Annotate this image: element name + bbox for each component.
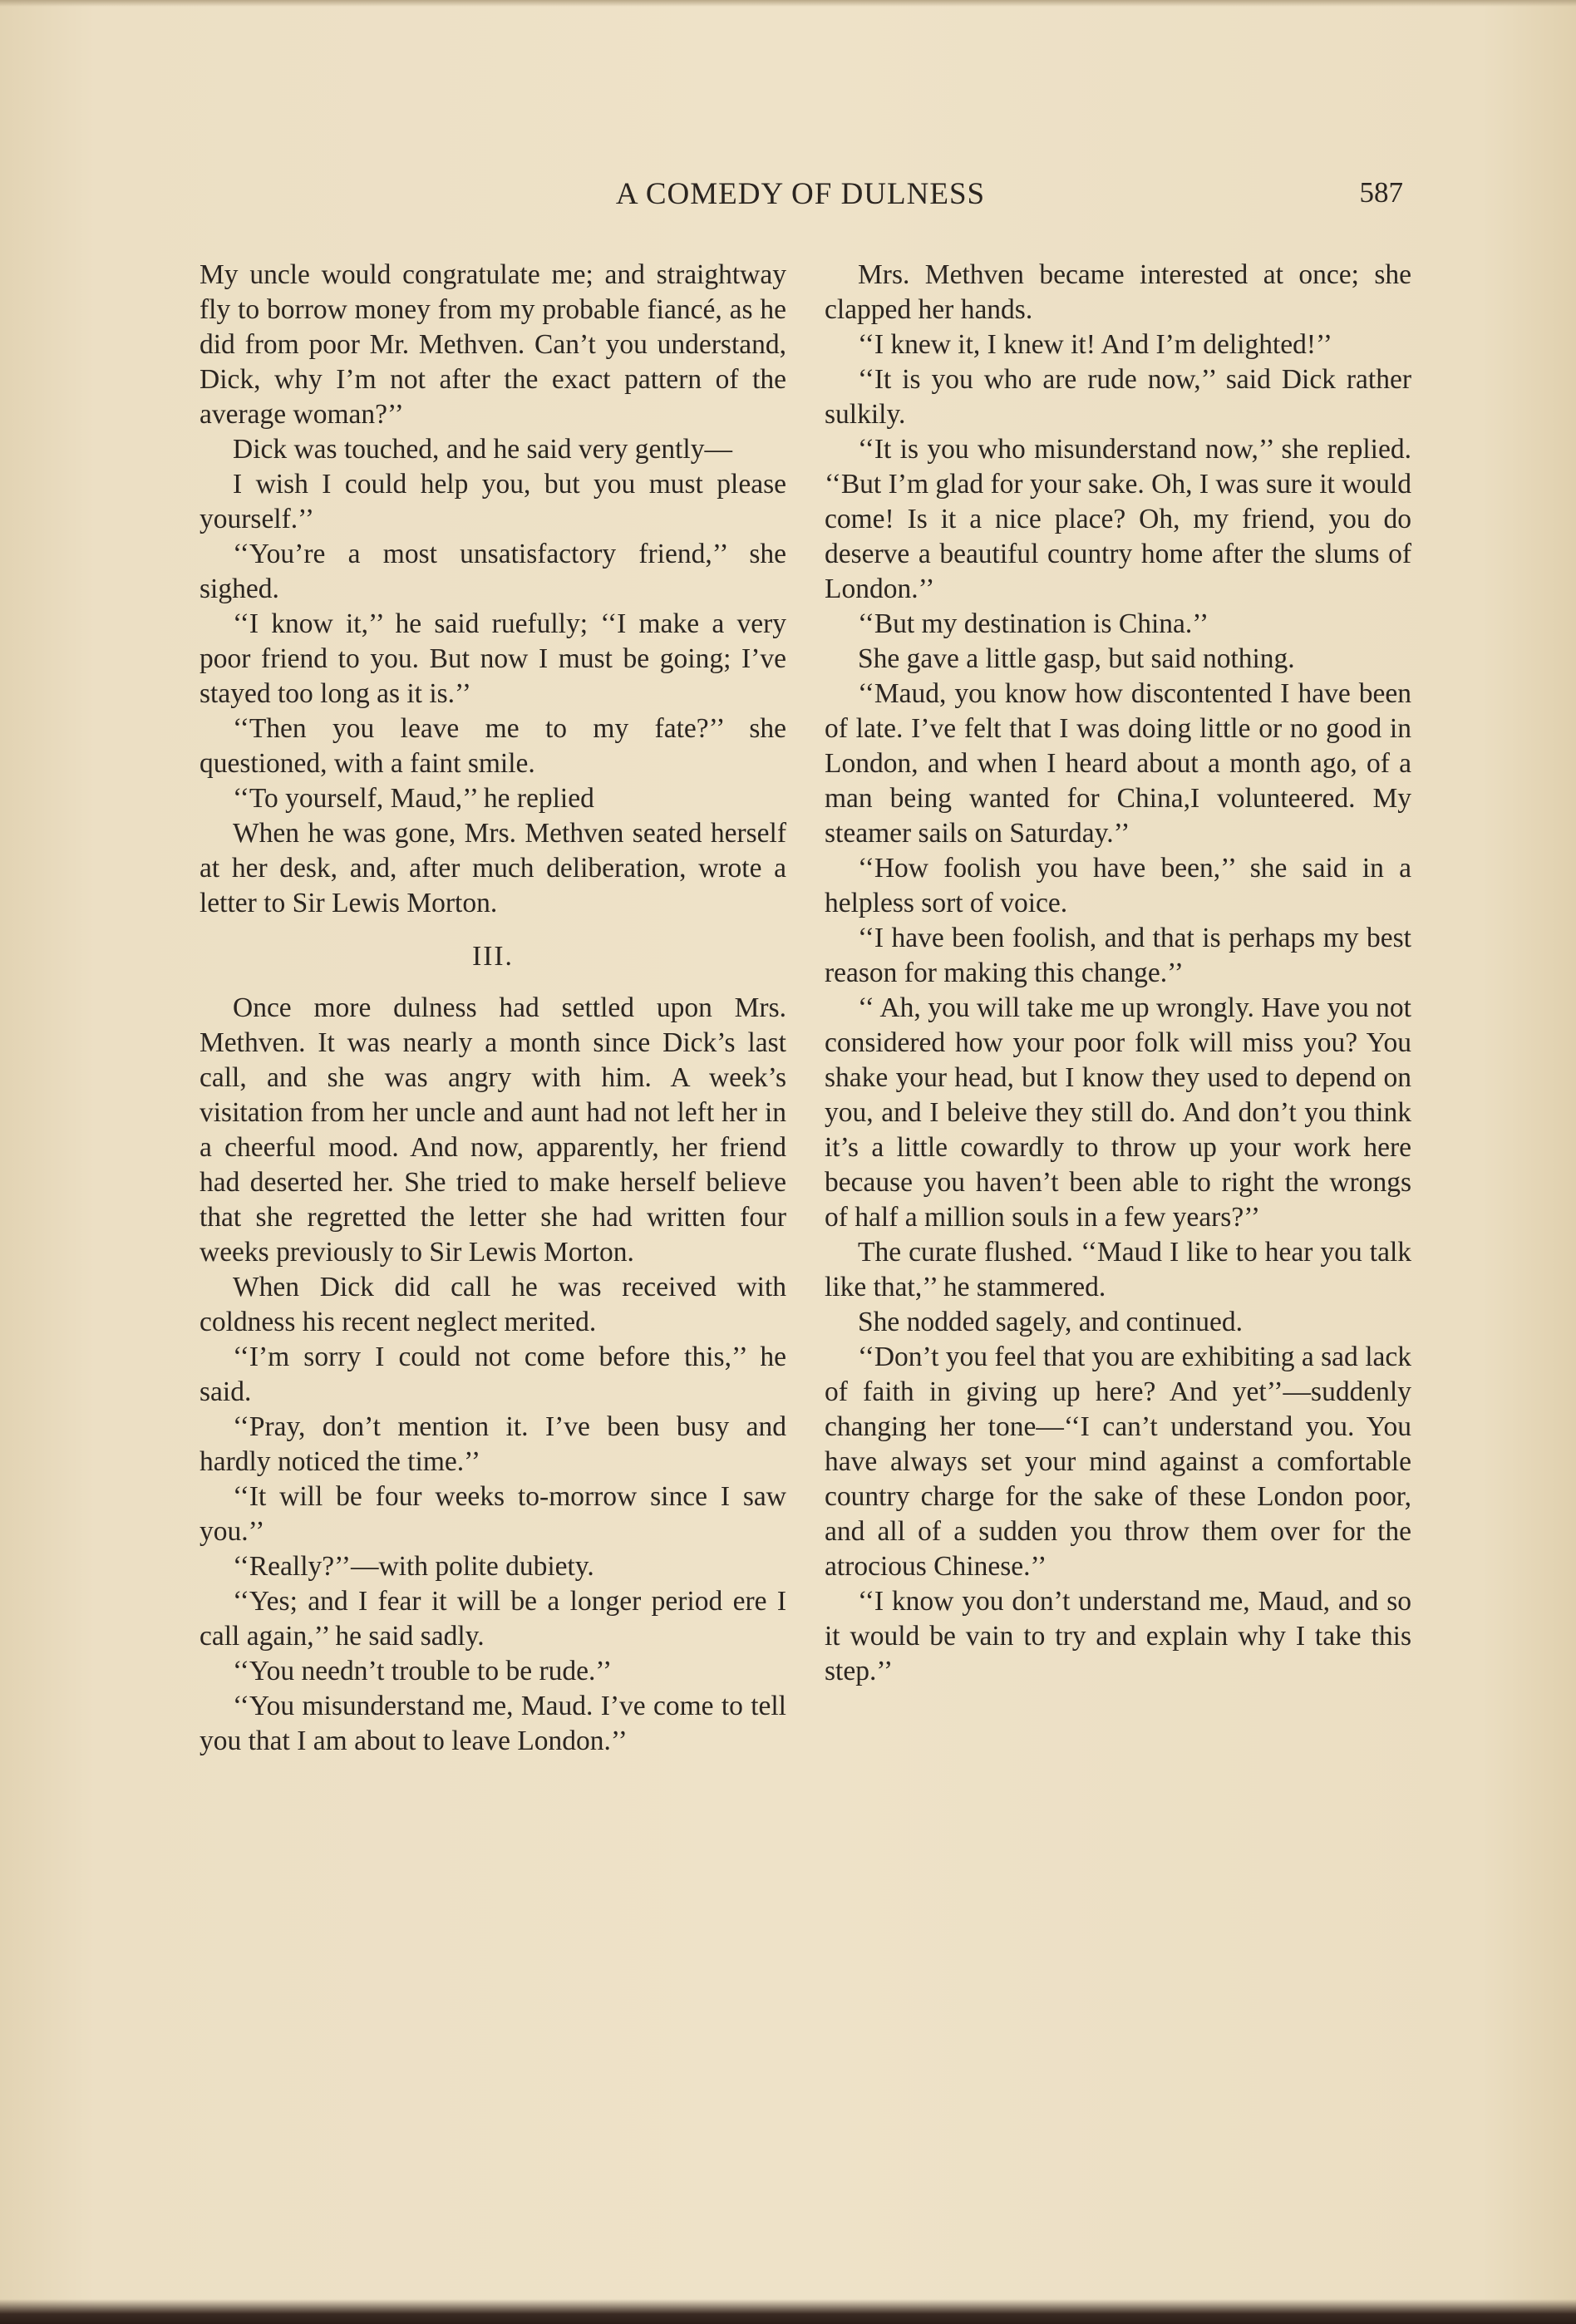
paragraph: ‘‘But my destination is China.’’ <box>858 608 1209 639</box>
paragraph: ‘‘Don’t you feel that you are exhibiting a sad lack of faith in giving up here? And yet’’—suddenly changing her tone—‘‘I can’t understand you. You have always set your mind against a comfortable country charge for the sake of these London poor, and all of a sudden you throw them over for the atrocious Chinese.’’ <box>825 1342 1411 1582</box>
paragraph: ‘‘It will be four weeks to-morrow since I saw you.’’ <box>199 1481 786 1547</box>
paragraph: ‘‘You misunderstand me, Maud. I’ve come to tell you that I am about to leave London.’’ <box>199 1691 786 1756</box>
paragraph: ‘‘It is you who misunderstand now,’’ she replied. ‘‘But I’m glad for your sake. Oh, I was sure it would come! Is it a nice place? Oh, my friend, you do deserve a beautiful country home after the slums of London.’’ <box>825 434 1411 604</box>
left-column <box>199 258 786 1759</box>
paragraph: Dick was touched, and he said very gently— <box>233 434 732 465</box>
paragraph: When he was gone, Mrs. Methven seated herself at her desk, and, after much deliberation, wrote a letter to Sir Lewis Morton. <box>199 818 786 918</box>
paragraph: ‘‘It is you who are rude now,’’ said Dick rather sulkily. <box>825 364 1411 430</box>
paragraph: ‘‘You needn’t trouble to be rude.’’ <box>233 1656 613 1686</box>
paragraph: ‘‘I’m sorry I could not come before this,’’ he said. <box>199 1342 786 1407</box>
paragraph: She nodded sagely, and continued. <box>858 1307 1243 1337</box>
paragraph: Mrs. Methven became interested at once; she clapped her hands. <box>825 259 1411 325</box>
paragraph: I wish I could help you, but you must please yourself.’’ <box>199 469 786 534</box>
paragraph: ‘‘ Ah, you will take me up wrongly. Have you not considered how your poor folk will miss you? You shake your head, but I know they used to depend on you, and I beleive they still do. And don’t you think it’s a little cowardly to throw up your work here because you haven’t been able to right the wrongs of half a million souls in a few years?’’ <box>825 992 1411 1233</box>
page-bottom-edge <box>0 2299 1576 2324</box>
page-header <box>198 176 1403 218</box>
paragraph: ‘‘How foolish you have been,’’ she said in a helpless sort of voice. <box>825 853 1411 918</box>
paragraph: ‘‘To yourself, Maud,’’ he replied <box>233 783 594 814</box>
paragraph: ‘‘Then you leave me to my fate?’’ she questioned, with a faint smile. <box>199 713 786 779</box>
running-title: A COMEDY OF DULNESS <box>615 177 986 211</box>
paragraph: ‘‘You’re a most unsatisfactory friend,’’ she sighed. <box>199 539 786 604</box>
section-heading: III. <box>472 941 514 972</box>
paragraph: ‘‘Really?’’—with polite dubiety. <box>233 1551 594 1582</box>
paragraph: ‘‘I know you don’t understand me, Maud, and so it would be vain to try and explain why I take this step.’’ <box>825 1586 1411 1686</box>
paragraph: ‘‘Pray, don’t mention it. I’ve been busy and hardly noticed the time.’’ <box>199 1411 786 1477</box>
paragraph: My uncle would congratulate me; and straightway fly to borrow money from my probable fiancé, as he did from poor Mr. Methven. Can’t you understand, Dick, why I’m not after the exact pattern of the average woman?’’ <box>199 259 786 430</box>
paragraph: ‘‘I have been foolish, and that is perhaps my best reason for making this change.’’ <box>825 923 1411 988</box>
paragraph: Once more dulness had settled upon Mrs. Methven. It was nearly a month since Dick’s last call, and she was angry with him. A week’s visitation from her uncle and aunt had not left her in a cheerful mood. And now, apparently, her friend had deserted her. She tried to make herself believe that she regretted the letter she had written four weeks previously to Sir Lewis Morton. <box>199 992 786 1268</box>
page-number: 587 <box>1359 176 1403 209</box>
paragraph: When Dick did call he was received with coldness his recent neglect merited. <box>199 1272 786 1337</box>
paragraph: ‘‘Yes; and I fear it will be a longer period ere I call again,’’ he said sadly. <box>199 1586 786 1652</box>
paragraph: ‘‘I knew it, I knew it! And I’m delighted!’’ <box>858 329 1332 360</box>
paragraph: The curate flushed. ‘‘Maud I like to hear you talk like that,’’ he stammered. <box>825 1237 1411 1302</box>
paragraph: ‘‘I know it,’’ he said ruefully; ‘‘I make a very poor friend to you. But now I must be going; I’ve stayed too long as it is.’’ <box>199 608 786 709</box>
paragraph: She gave a little gasp, but said nothing. <box>858 643 1295 674</box>
page-top-edge <box>0 0 1576 7</box>
right-column <box>825 258 1411 1689</box>
paragraph: ‘‘Maud, you know how discontented I have been of late. I’ve felt that I was doing little or no good in London, and when I heard about a month ago, of a man being wanted for China,I volunteered. My steamer sails on Saturday.’’ <box>825 678 1411 849</box>
